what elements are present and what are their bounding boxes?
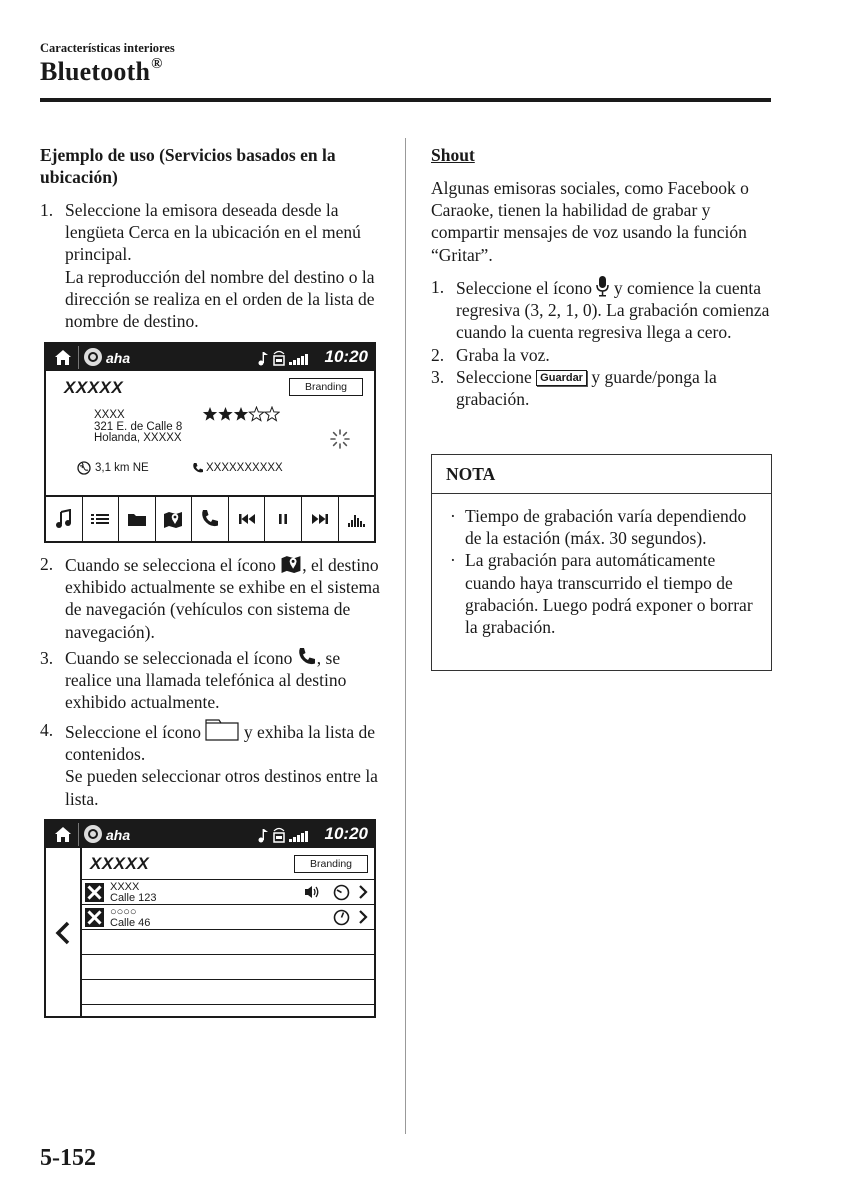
star-empty-icon	[265, 407, 279, 421]
station-name: XXXXX	[90, 854, 150, 873]
step-1-note: La reproducción del nombre del destino o la dirección se realiza en el orden de la lista de nombre de destino.	[65, 266, 375, 332]
station-name: XXXXX	[64, 378, 124, 397]
shout-step-3	[431, 366, 776, 410]
loading-spinner-icon	[329, 428, 351, 450]
section-label: Características interiores	[40, 41, 175, 55]
page-number: 5-152	[40, 1145, 96, 1171]
step-4-item	[40, 719, 385, 810]
phone-icon	[192, 462, 204, 474]
page-title	[40, 56, 163, 87]
destination-info	[94, 410, 182, 445]
registered-mark: ®	[151, 56, 163, 72]
shout-step-2	[431, 344, 776, 366]
note-box	[431, 454, 772, 671]
note-bullet-text: Tiempo de grabación varía dependiendo de la estación (máx. 30 segundos).	[465, 506, 747, 549]
status-icons	[256, 349, 316, 367]
music-note-icon	[259, 352, 269, 366]
aha-content-list-screen	[44, 819, 376, 1018]
step-number: 1.	[40, 200, 54, 220]
step-3-text-a: Cuando se seleccionada el ícono	[65, 648, 293, 668]
shout-step-1-text-a: Seleccione el ícono	[456, 278, 593, 298]
branding-box: Branding	[289, 378, 363, 396]
step-3-item	[40, 647, 385, 714]
star-filled-icon	[218, 407, 232, 421]
list-button[interactable]	[83, 497, 120, 541]
back-chevron-icon[interactable]	[55, 921, 71, 945]
phone-icon	[200, 509, 220, 529]
navigation-button[interactable]	[156, 497, 193, 541]
shout-heading: Shout	[431, 145, 475, 165]
phone-icon	[297, 647, 317, 667]
aha-app-icon	[84, 348, 102, 366]
phone-number: XXXXXXXXXX	[206, 462, 283, 474]
star-filled-icon	[203, 407, 217, 421]
skip-back-icon	[237, 509, 257, 529]
usage-example-heading: Ejemplo de uso (Servicios basados en la ubicación)	[40, 145, 336, 188]
step-4-text-b: y exhiba la lista de contenidos.	[65, 722, 376, 765]
shout-intro: Algunas emisoras sociales, como Facebook o Caraoke, tienen la habilidad de grabar y compartir mensajes de voz usando la función “Gritar”.	[431, 178, 749, 265]
status-separator	[78, 823, 79, 846]
step-number: 2.	[431, 344, 445, 365]
chevron-right-icon[interactable]	[358, 885, 368, 899]
status-separator	[78, 346, 79, 369]
list-item-text	[110, 882, 156, 903]
page-title-text: Bluetooth	[40, 57, 151, 86]
shout-step-1	[431, 276, 776, 344]
delete-icon[interactable]	[85, 908, 104, 927]
column-divider	[405, 138, 406, 1134]
destination-address-2: Holanda, XXXXX	[94, 432, 182, 444]
step-1-text: Seleccione la emisora deseada desde la lengüeta Cerca en la ubicación en el menú principal.	[65, 200, 361, 265]
microphone-icon	[596, 276, 609, 297]
step-2-text-b: , el destino exhibido actualmente se exhibe en el sistema de navegación (vehículos con sistema de navegación).	[65, 555, 380, 642]
destination-address-1: 321 E. de Calle 8	[94, 420, 183, 433]
step-number: 2.	[40, 554, 54, 574]
shout-step-1-text-b: y comience la cuenta regresiva (3, 2, 1, 0). La grabación comienza cuando la cuenta regresiva llega a cero.	[456, 278, 770, 343]
star-filled-icon	[234, 407, 248, 421]
aha-now-playing-screen	[44, 342, 376, 543]
note-bullets	[445, 505, 765, 638]
phone-signal-icon	[274, 829, 284, 843]
map-pin-icon	[280, 553, 302, 574]
step-3-text-b: , se realice una llamada telefónica al destino exhibido actualmente.	[65, 648, 347, 713]
header-rule	[40, 98, 771, 102]
list-item[interactable]	[82, 905, 374, 930]
app-name: aha	[106, 827, 131, 843]
list-item-sub: Calle 123	[110, 891, 157, 904]
aha-control-bar	[46, 495, 374, 541]
note-bullet: · Tiempo de grabación varía dependiendo de la estación (máx. 30 segundos).	[450, 506, 747, 549]
home-icon[interactable]	[54, 349, 72, 366]
folder-icon	[205, 719, 239, 741]
map-pin-icon	[163, 509, 183, 529]
destination-name: XXXX	[94, 409, 125, 421]
timer-icon	[333, 909, 350, 926]
clock: 10:20	[324, 824, 368, 843]
aha-app-icon	[84, 825, 102, 843]
list-item-text	[110, 907, 150, 928]
step-number: 3.	[40, 648, 54, 668]
list-item-name: ○○○○	[110, 906, 137, 918]
left-step-3	[40, 647, 385, 714]
pause-icon	[273, 509, 293, 529]
left-step-4	[40, 719, 385, 810]
step-4-text-a: Seleccione el ícono	[65, 722, 202, 742]
step-2-text-a: Cuando se selecciona el ícono	[65, 555, 276, 575]
next-button[interactable]	[302, 497, 339, 541]
step-2-item	[40, 553, 385, 643]
folder-button[interactable]	[119, 497, 156, 541]
star-rating	[202, 406, 280, 422]
chevron-right-icon[interactable]	[358, 910, 368, 924]
branding-box: Branding	[294, 855, 368, 873]
list-item-sub: Calle 46	[110, 916, 151, 929]
left-step-2	[40, 553, 385, 643]
signal-bars-icon	[289, 831, 308, 842]
pause-button[interactable]	[265, 497, 302, 541]
empty-list-row	[82, 930, 374, 955]
signal-bars-icon	[289, 354, 308, 365]
note-bullet-text: La grabación para automáticamente cuando haya transcurrido el tiempo de grabación. Luego podrá exponer o borrar la grabación.	[465, 550, 753, 638]
globe-icon	[77, 461, 91, 475]
phone-signal-icon	[274, 352, 284, 366]
folder-icon	[127, 509, 147, 529]
guardar-button[interactable]: Guardar	[536, 370, 587, 386]
shout-step-2-text: Graba la voz.	[456, 344, 550, 365]
distance-text: 3,1 km NE	[95, 462, 149, 474]
music-note-icon	[54, 509, 74, 529]
timer-icon	[333, 884, 350, 901]
note-bullet: · La grabación para automáticamente cuando haya transcurrido el tiempo de grabación. Luego podrá exponer o borrar la grabación.	[450, 550, 753, 638]
step-number: 3.	[431, 366, 445, 387]
status-icons	[256, 826, 316, 844]
shout-step-3-text-a: Seleccione	[456, 366, 532, 387]
empty-list-row	[82, 980, 374, 1005]
delete-icon[interactable]	[85, 883, 104, 902]
clock: 10:20	[324, 347, 368, 366]
right-steps	[431, 276, 776, 410]
home-icon[interactable]	[54, 826, 72, 843]
skip-forward-icon	[310, 509, 330, 529]
note-title: NOTA	[432, 455, 771, 494]
list-item-name: XXXX	[110, 881, 140, 893]
list-item[interactable]	[82, 880, 374, 905]
previous-button[interactable]	[229, 497, 266, 541]
music-note-icon	[259, 829, 269, 843]
equalizer-icon	[346, 509, 366, 529]
list-icon	[90, 509, 110, 529]
step-4-note: Se pueden seleccionar otros destinos entre la lista.	[65, 766, 378, 809]
shout-step-3-text-b: y guarde/ponga la grabación.	[456, 366, 717, 410]
music-button[interactable]	[46, 497, 83, 541]
app-name: aha	[106, 350, 131, 366]
call-button[interactable]	[192, 497, 229, 541]
equalizer-button[interactable]	[339, 497, 375, 541]
star-empty-icon	[249, 407, 263, 421]
speaker-icon	[304, 885, 320, 899]
status-bar	[46, 344, 374, 371]
step-number: 1.	[431, 277, 445, 297]
status-bar	[46, 821, 374, 848]
empty-list-row	[82, 955, 374, 980]
left-step-1	[40, 199, 385, 332]
step-number: 4.	[40, 720, 54, 740]
step-1-item	[40, 199, 385, 332]
